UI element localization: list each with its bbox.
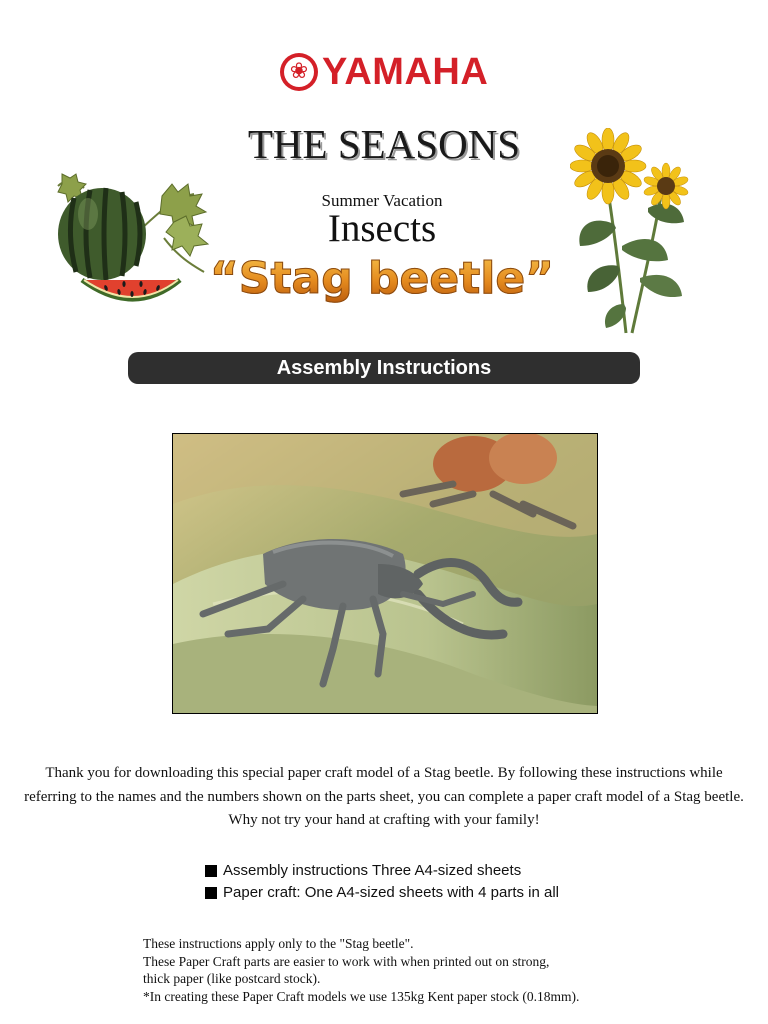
printing-notes — [143, 935, 579, 1005]
note-line: These instructions apply only to the "Stag beetle". — [143, 936, 414, 951]
list-item — [205, 882, 559, 904]
model-name-heading: “Stag beetle” — [209, 253, 555, 304]
square-bullet-icon — [205, 865, 217, 877]
note-line: thick paper (like postcard stock). — [143, 971, 321, 986]
list-item-text: Paper craft: One A4-sized sheets with 4 parts in all — [223, 884, 559, 901]
note-line: *In creating these Paper Craft models we use 135kg Kent paper stock (0.18mm). — [143, 988, 580, 1004]
document-title: THE SEASONS — [247, 121, 521, 167]
stag-beetle-photo-image — [173, 434, 597, 713]
document-category: Insects — [327, 207, 437, 250]
stag-beetle-photo — [172, 433, 598, 714]
yamaha-emblem-icon: ❀ — [280, 53, 318, 91]
square-bullet-icon — [205, 887, 217, 899]
document-subtitle: Summer Vacation — [321, 191, 443, 210]
yamaha-logo — [280, 50, 488, 94]
intro-paragraph: Thank you for downloading this special paper craft model of a Stag beetle. By following these instructions while referring to the names and the numbers shown on the parts sheet, you can complete a paper craft model of a Stag beetle. Why not try your hand at crafting with your family! — [24, 765, 744, 828]
list-item — [205, 860, 559, 882]
list-item-text: Assembly instructions Three A4-sized sheets — [223, 862, 522, 879]
yamaha-wordmark: YAMAHA — [322, 51, 489, 93]
assembly-instructions-banner: Assembly Instructions — [128, 352, 640, 384]
note-line: These Paper Craft parts are easier to work with when printed out on strong, — [143, 953, 550, 969]
package-contents-list — [205, 860, 559, 904]
